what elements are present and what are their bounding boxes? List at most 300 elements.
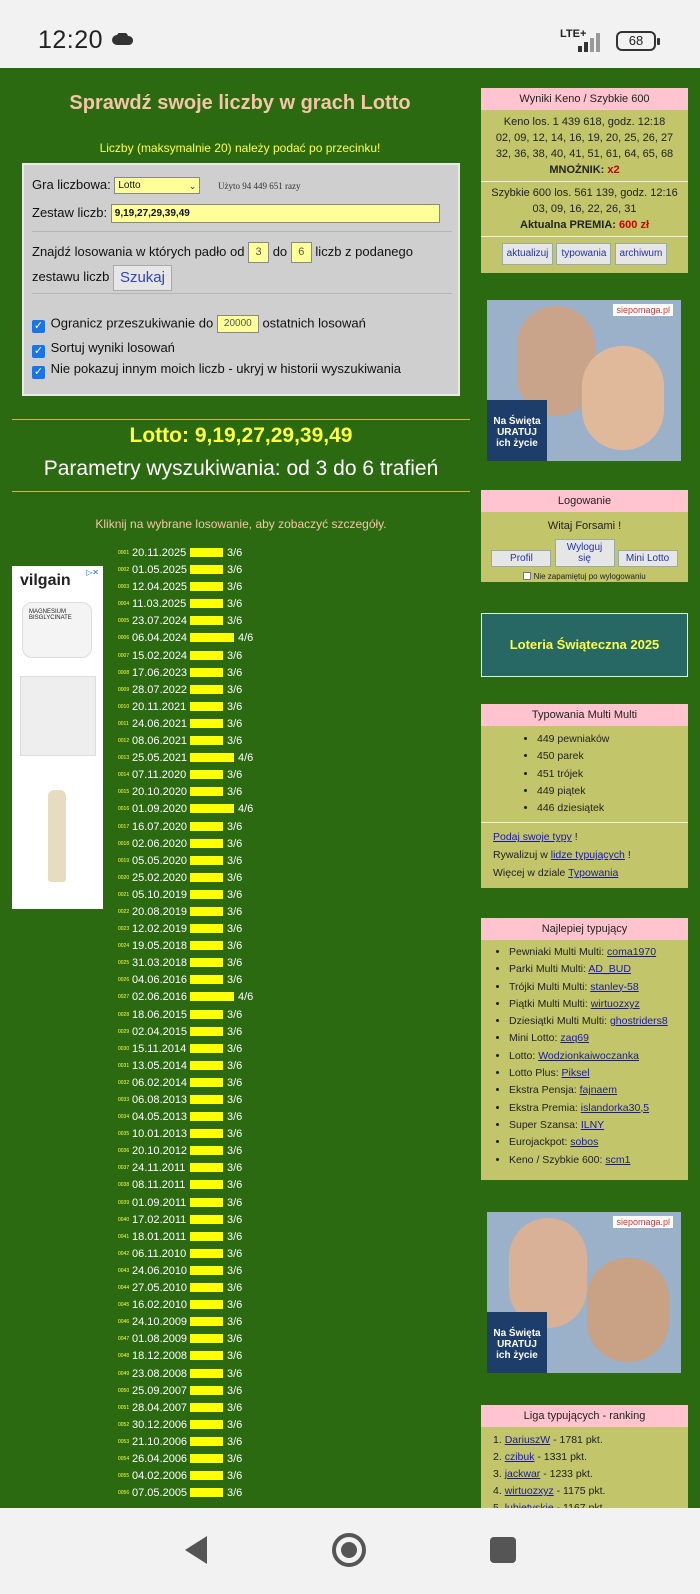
to-input[interactable]: 6 [291, 242, 312, 263]
loteria-banner[interactable]: Loteria Świąteczna 2025 [481, 613, 688, 677]
draw-date[interactable]: 20.11.2021 [132, 700, 187, 713]
draw-row[interactable] [118, 579, 278, 596]
ad-banner-right-1[interactable] [487, 300, 681, 461]
sort-checkbox[interactable]: ✓ [33, 345, 44, 357]
hits-bar [190, 651, 223, 660]
hits-label: 3/6 [227, 1401, 243, 1414]
category-label: Super Szansa: [509, 1118, 578, 1131]
page-title: Sprawdź swoje liczby w grach Lotto [69, 92, 411, 114]
logout-button[interactable]: Wyloguj się [555, 539, 615, 567]
ranking-row [493, 1432, 688, 1449]
draw-date[interactable]: 18.06.2015 [132, 1008, 188, 1021]
ad-banner-right-2[interactable] [487, 1212, 681, 1373]
draw-row[interactable] [118, 784, 278, 801]
hits-bar [190, 787, 223, 796]
draw-row[interactable] [118, 819, 278, 836]
draw-row[interactable] [118, 1263, 278, 1280]
draw-index: 0039 [118, 1199, 130, 1206]
user-link[interactable]: stanley-58 [590, 980, 639, 993]
draw-index: 0033 [118, 1097, 130, 1103]
draw-date[interactable]: 07.05.2005 [132, 1487, 188, 1500]
draw-row[interactable] [118, 716, 278, 733]
draw-row[interactable] [118, 1434, 278, 1451]
draw-row[interactable] [118, 1348, 278, 1365]
list-item [509, 1152, 688, 1169]
hits-label: 3/6 [227, 1094, 243, 1106]
range-prefix: Znajdź losowania w których padło od [32, 244, 245, 259]
draw-row[interactable] [118, 972, 278, 989]
draw-row[interactable] [118, 1160, 278, 1177]
hits-label: 3/6 [227, 1145, 243, 1158]
hits-label: 3/6 [227, 547, 243, 559]
remember-checkbox[interactable] [523, 572, 531, 580]
draw-row[interactable] [118, 1246, 278, 1263]
rival-prefix: Rywalizuj w [493, 849, 548, 862]
draw-date[interactable]: 01.09.2011 [132, 1196, 187, 1209]
hits-bar [190, 1386, 223, 1395]
draw-row[interactable] [118, 1280, 278, 1297]
ranking-box [481, 1405, 688, 1508]
premia-value: 600 zł [619, 219, 649, 231]
draw-index: 0024 [118, 943, 130, 950]
draw-row[interactable] [118, 870, 278, 887]
range-suffix: liczb z podanego [315, 244, 413, 259]
draw-row[interactable] [118, 1383, 278, 1400]
limit-row [32, 315, 366, 333]
draw-row[interactable] [118, 733, 278, 750]
draw-index: 0026 [118, 977, 130, 984]
hits-label: 3/6 [227, 1435, 243, 1448]
draw-date[interactable]: 20.10.2012 [132, 1145, 188, 1158]
hits-label: 3/6 [227, 1452, 243, 1465]
hits-bar [190, 548, 223, 557]
draw-row[interactable] [118, 1075, 278, 1092]
hits-bar [190, 1283, 223, 1292]
hits-label: 3/6 [227, 615, 243, 628]
hits-label: 3/6 [227, 1350, 243, 1363]
hide-checkbox[interactable]: ✓ [33, 366, 44, 378]
divider [12, 419, 470, 420]
draw-row[interactable] [118, 750, 278, 767]
hits-bar [190, 975, 223, 984]
draw-date[interactable]: 05.10.2019 [132, 888, 188, 901]
typowania-button[interactable]: typowania [556, 243, 611, 265]
draw-index: 0020 [118, 874, 130, 881]
draw-row[interactable] [118, 1400, 278, 1417]
recent-apps-icon[interactable] [490, 1537, 516, 1563]
draw-row[interactable] [118, 1143, 278, 1160]
list-item [509, 1117, 688, 1134]
draw-date[interactable]: 25.09.2007 [132, 1384, 188, 1397]
draw-date[interactable]: 11.03.2025 [132, 598, 187, 611]
hits-bar [190, 1437, 223, 1446]
draw-date[interactable]: 04.05.2013 [132, 1111, 188, 1124]
premia-label: Aktualna PREMIA: [520, 219, 616, 231]
ad-logo: siepomaga.pl [613, 304, 673, 316]
category-label: Pewniaki Multi Multi: [509, 946, 605, 958]
draw-date[interactable]: 25.05.2021 [132, 752, 188, 765]
points: - 1175 pkt. [556, 1485, 606, 1497]
hits-label: 3/6 [227, 820, 243, 833]
draw-row[interactable] [118, 1417, 278, 1434]
draw-date[interactable]: 06.02.2014 [132, 1076, 188, 1089]
draw-index: 0032 [118, 1079, 130, 1086]
draw-index: 0017 [118, 823, 130, 830]
list-item [509, 961, 688, 978]
draw-date[interactable]: 19.05.2018 [132, 940, 188, 953]
draw-date[interactable]: 20.08.2019 [132, 905, 188, 918]
draw-row[interactable] [118, 1297, 278, 1314]
divider [12, 491, 470, 492]
search-button[interactable]: Szukaj [113, 265, 172, 291]
hits-bar [190, 1198, 223, 1207]
category-label: Dziesiątki Multi Multi: [509, 1015, 608, 1028]
draw-date[interactable]: 24.06.2010 [132, 1264, 188, 1277]
ad-photo [582, 346, 664, 450]
hits-label: 3/6 [227, 1162, 243, 1175]
draw-date[interactable]: 26.04.2006 [132, 1452, 188, 1465]
draw-row[interactable] [118, 562, 278, 579]
archive-button[interactable]: archiwum [615, 243, 668, 265]
category-label: Trójki Multi Multi: [509, 980, 588, 993]
draw-date[interactable]: 05.05.2020 [132, 854, 188, 867]
mini-lotto-button[interactable]: Mini Lotto [618, 550, 678, 567]
draw-date[interactable]: 23.07.2024 [132, 615, 188, 628]
keno-header: Wyniki Keno / Szybkie 600 [481, 88, 688, 110]
draw-date[interactable]: 17.06.2023 [132, 666, 188, 679]
user-link[interactable]: zaq69 [560, 1032, 589, 1045]
ad-choices-icon[interactable]: ▷✕ [86, 568, 99, 577]
draw-row[interactable] [118, 767, 278, 784]
category-label: Lotto: [509, 1049, 536, 1062]
draw-index: 0051 [118, 1404, 130, 1411]
league-link[interactable]: lidze typujących [550, 849, 625, 862]
draw-row[interactable] [118, 1485, 278, 1502]
product-jar-image [22, 602, 92, 658]
user-link[interactable]: wirtuozxyz [590, 997, 640, 1010]
user-link[interactable]: scm1 [605, 1153, 631, 1166]
draw-date[interactable]: 28.07.2022 [132, 683, 188, 696]
draw-date[interactable]: 02.04.2015 [132, 1025, 188, 1038]
draw-date[interactable]: 01.05.2025 [132, 564, 188, 577]
hits-label: 3/6 [227, 1316, 243, 1329]
draw-row[interactable] [118, 1314, 278, 1331]
draw-index: 0055 [118, 1473, 130, 1480]
draw-row[interactable] [118, 1058, 278, 1075]
draw-index: 0042 [118, 1250, 130, 1257]
draw-row[interactable] [118, 1024, 278, 1041]
hits-label: 3/6 [227, 735, 243, 748]
draw-date[interactable]: 18.01.2011 [132, 1230, 187, 1243]
limit-checkbox[interactable]: ✓ [33, 320, 44, 333]
draw-date[interactable]: 02.06.2016 [132, 991, 188, 1004]
draw-date[interactable]: 16.07.2020 [132, 820, 188, 833]
category-label: Ekstra Premia: [509, 1101, 578, 1114]
draw-row[interactable] [118, 545, 278, 562]
keno-draw-line: Keno los. 1 439 618, godz. 12:18 [503, 116, 666, 128]
hits-bar [190, 770, 223, 779]
draw-row[interactable] [118, 1092, 278, 1109]
draw-date[interactable]: 23.08.2008 [132, 1367, 188, 1380]
draw-row[interactable] [118, 630, 278, 647]
draw-row[interactable] [118, 955, 278, 972]
draw-date[interactable]: 31.03.2018 [132, 957, 188, 970]
list-item [509, 1013, 688, 1030]
user-link[interactable]: sobos [570, 1136, 599, 1149]
user-link[interactable]: Wodzionkaiwoczanka [538, 1049, 639, 1062]
draw-row[interactable] [118, 596, 278, 613]
user-link[interactable]: czibuk [504, 1451, 535, 1463]
hits-bar [190, 1163, 223, 1172]
draw-date[interactable]: 12.02.2019 [132, 923, 188, 936]
hits-label: 3/6 [227, 871, 243, 884]
hits-bar [190, 839, 223, 848]
draw-row[interactable] [118, 989, 278, 1006]
status-bar [0, 0, 700, 68]
draw-row[interactable] [118, 853, 278, 870]
draw-date[interactable]: 07.11.2020 [132, 769, 187, 782]
hits-label: 3/6 [227, 666, 243, 679]
ad-logo: siepomaga.pl [613, 1216, 673, 1228]
category-label: Ekstra Pensja: [509, 1084, 577, 1097]
draw-row[interactable] [118, 1451, 278, 1468]
battery-icon: 68 [616, 31, 656, 51]
draw-index: 0043 [118, 1267, 130, 1274]
rank-position: 2. [493, 1451, 502, 1463]
draw-row[interactable] [118, 613, 278, 630]
hits-label: 4/6 [238, 803, 254, 816]
draw-row[interactable] [118, 887, 278, 904]
hits-label: 3/6 [227, 1196, 243, 1209]
draw-row[interactable] [118, 1331, 278, 1348]
draw-date[interactable]: 13.05.2014 [132, 1059, 188, 1072]
hits-bar [190, 856, 223, 865]
draw-index: 0001 [118, 550, 130, 556]
draw-date[interactable]: 16.02.2010 [132, 1299, 188, 1312]
hits-label: 4/6 [238, 991, 254, 1004]
hits-label: 3/6 [227, 974, 243, 987]
hits-bar [190, 1215, 223, 1224]
game-select[interactable] [114, 177, 200, 194]
draw-index: 0019 [118, 857, 130, 864]
hits-label: 3/6 [227, 837, 243, 850]
draw-date[interactable]: 15.11.2014 [132, 1042, 187, 1055]
draw-index: 0050 [118, 1387, 130, 1394]
list-item [509, 1065, 688, 1082]
points: - 1233 pkt. [543, 1468, 593, 1480]
draw-row[interactable] [118, 1366, 278, 1383]
list-item: • 446 dziesiątek [537, 800, 688, 817]
hits-bar [190, 1249, 223, 1258]
draw-row[interactable] [118, 1109, 278, 1126]
draw-row[interactable] [118, 801, 278, 818]
draw-date[interactable]: 20.11.2025 [132, 547, 187, 559]
ranking-row [493, 1483, 688, 1500]
hits-label: 3/6 [227, 940, 243, 953]
draw-row[interactable] [118, 904, 278, 921]
category-label: Lotto Plus: [509, 1067, 559, 1080]
draw-date[interactable]: 25.02.2020 [132, 871, 188, 884]
draw-row[interactable] [118, 1229, 278, 1246]
user-link[interactable]: islandorka30,5 [580, 1101, 650, 1114]
user-link[interactable]: ghostriders8 [609, 1015, 668, 1028]
list-item [509, 944, 688, 961]
draw-date[interactable]: 04.06.2016 [132, 974, 188, 987]
login-box [481, 490, 688, 582]
draw-row[interactable] [118, 836, 278, 853]
refresh-button[interactable]: aktualizuj [502, 243, 554, 265]
hits-bar [190, 633, 234, 642]
user-link[interactable]: DariuszW [504, 1434, 551, 1446]
draw-date[interactable]: 06.11.2010 [132, 1247, 187, 1260]
draw-index: 0048 [118, 1353, 130, 1360]
draw-date[interactable]: 06.04.2024 [132, 632, 188, 645]
hits-label: 3/6 [227, 1213, 243, 1226]
typowania-link[interactable]: Typowania [568, 867, 619, 880]
draw-date[interactable]: 27.05.2010 [132, 1282, 188, 1295]
hits-bar [190, 1488, 223, 1497]
draw-date[interactable]: 17.02.2011 [132, 1213, 187, 1226]
draw-index: 0025 [118, 960, 130, 967]
limit-input[interactable]: 20000 [217, 315, 259, 333]
draw-index: 0040 [118, 1216, 130, 1223]
user-link[interactable]: fajnaem [579, 1084, 617, 1097]
hits-bar [190, 1180, 223, 1189]
user-link[interactable]: coma1970 [607, 946, 657, 958]
user-link[interactable]: Piksel [561, 1067, 590, 1080]
login-header: Logowanie [481, 490, 688, 512]
hits-bar [190, 1095, 223, 1104]
draw-index: 0002 [118, 567, 130, 574]
draw-date[interactable]: 24.06.2021 [132, 717, 188, 730]
hits-bar [190, 685, 223, 694]
numbers-input[interactable]: 9,19,27,29,39,49 [111, 204, 440, 223]
draw-row[interactable] [118, 1212, 278, 1229]
hits-label: 3/6 [227, 1111, 243, 1124]
draw-row[interactable] [118, 1007, 278, 1024]
draw-date[interactable]: 10.01.2013 [132, 1128, 188, 1141]
draw-index: 0013 [118, 755, 130, 762]
draw-row[interactable] [118, 921, 278, 938]
product-box-image [20, 676, 96, 756]
hits-label: 3/6 [227, 957, 243, 970]
draw-index: 0036 [118, 1148, 130, 1155]
draw-row[interactable] [118, 648, 278, 665]
hits-label: 3/6 [227, 598, 243, 611]
draw-date[interactable]: 08.06.2021 [132, 735, 188, 748]
category-label: Parki Multi Multi: [509, 963, 587, 976]
system-nav-bar [0, 1508, 700, 1594]
draw-date[interactable]: 30.12.2006 [132, 1418, 188, 1431]
hits-label: 3/6 [227, 700, 243, 713]
ad-banner-left[interactable] [12, 566, 103, 909]
draw-index: 0010 [118, 703, 130, 710]
hits-label: 3/6 [227, 564, 243, 577]
draw-row[interactable] [118, 1177, 278, 1194]
welcome-text: Witaj Forsami ! [547, 520, 622, 532]
hits-bar [190, 1420, 223, 1429]
draw-index: 0005 [118, 618, 130, 625]
draw-row[interactable] [118, 699, 278, 716]
draw-date[interactable]: 20.10.2020 [132, 786, 188, 799]
draw-row[interactable] [118, 1195, 278, 1212]
draw-index: 0011 [118, 720, 129, 727]
user-link[interactable]: wirtuozxyz [504, 1485, 554, 1497]
draw-date[interactable]: 04.02.2006 [132, 1470, 188, 1483]
user-link[interactable]: ILNY [580, 1118, 605, 1131]
draw-row[interactable] [118, 682, 278, 699]
hits-bar [190, 1146, 223, 1155]
draw-row[interactable] [118, 1041, 278, 1058]
back-icon[interactable] [185, 1536, 207, 1564]
list-item [509, 1082, 688, 1099]
hits-label: 3/6 [227, 717, 243, 730]
draw-index: 0003 [118, 584, 130, 591]
hits-bar [190, 924, 223, 933]
draw-index: 0014 [118, 772, 130, 779]
draw-row[interactable] [118, 665, 278, 682]
hits-label: 3/6 [227, 1418, 243, 1431]
hits-bar [190, 1027, 223, 1036]
draw-date[interactable]: 08.11.2011 [132, 1179, 186, 1192]
profile-button[interactable]: Profil [491, 550, 551, 567]
draw-date[interactable]: 24.11.2011 [132, 1162, 186, 1175]
draw-date[interactable]: 18.12.2008 [132, 1350, 188, 1363]
user-link[interactable]: AD_BUD [588, 963, 631, 976]
draw-row[interactable] [118, 1126, 278, 1143]
draw-date[interactable]: 15.02.2024 [132, 649, 188, 662]
draw-date[interactable]: 28.04.2007 [132, 1401, 188, 1414]
draw-date[interactable]: 01.09.2020 [132, 803, 188, 816]
draw-date[interactable]: 02.06.2020 [132, 837, 188, 850]
rank-position: 4. [493, 1485, 502, 1497]
search-form [22, 163, 460, 396]
list-item: • 449 piątek [537, 783, 688, 800]
list-item: • 449 pewniaków [537, 731, 688, 748]
draw-index: 0034 [118, 1114, 130, 1121]
draw-date[interactable]: 01.08.2009 [132, 1333, 188, 1346]
hits-bar [190, 753, 234, 762]
home-icon[interactable] [332, 1533, 366, 1567]
hits-label: 3/6 [227, 683, 243, 696]
ranking-row [493, 1449, 688, 1466]
draw-date[interactable]: 21.10.2006 [132, 1435, 188, 1448]
draw-date[interactable]: 24.10.2009 [132, 1316, 188, 1329]
from-input[interactable]: 3 [248, 242, 269, 263]
limit-prefix: Ogranicz przeszukiwanie do [50, 315, 214, 331]
game-label: Gra liczbowa: [32, 177, 111, 192]
draw-results-list [118, 545, 278, 1502]
draw-index: 0037 [118, 1165, 130, 1172]
submit-types-link[interactable]: Podaj swoje typy [493, 831, 572, 844]
divider [481, 236, 688, 237]
hits-bar [190, 1403, 223, 1412]
hits-label: 3/6 [227, 1025, 243, 1038]
user-link[interactable]: jackwar [504, 1468, 541, 1480]
draw-index: 0007 [118, 652, 130, 659]
hits-bar [190, 1129, 223, 1138]
keno-numbers-2: 32, 36, 38, 40, 41, 51, 61, 64, 65, 68 [495, 148, 674, 160]
draw-date[interactable]: 12.04.2025 [132, 581, 188, 594]
draw-index: 0012 [118, 738, 130, 745]
network-type: LTE+ [560, 28, 587, 40]
draw-date[interactable]: 06.08.2013 [132, 1094, 188, 1106]
draw-row[interactable] [118, 1468, 278, 1485]
hits-label: 3/6 [227, 1008, 243, 1021]
range-to-label: do [272, 244, 288, 259]
draw-row[interactable] [118, 938, 278, 955]
hits-label: 3/6 [227, 1076, 243, 1089]
